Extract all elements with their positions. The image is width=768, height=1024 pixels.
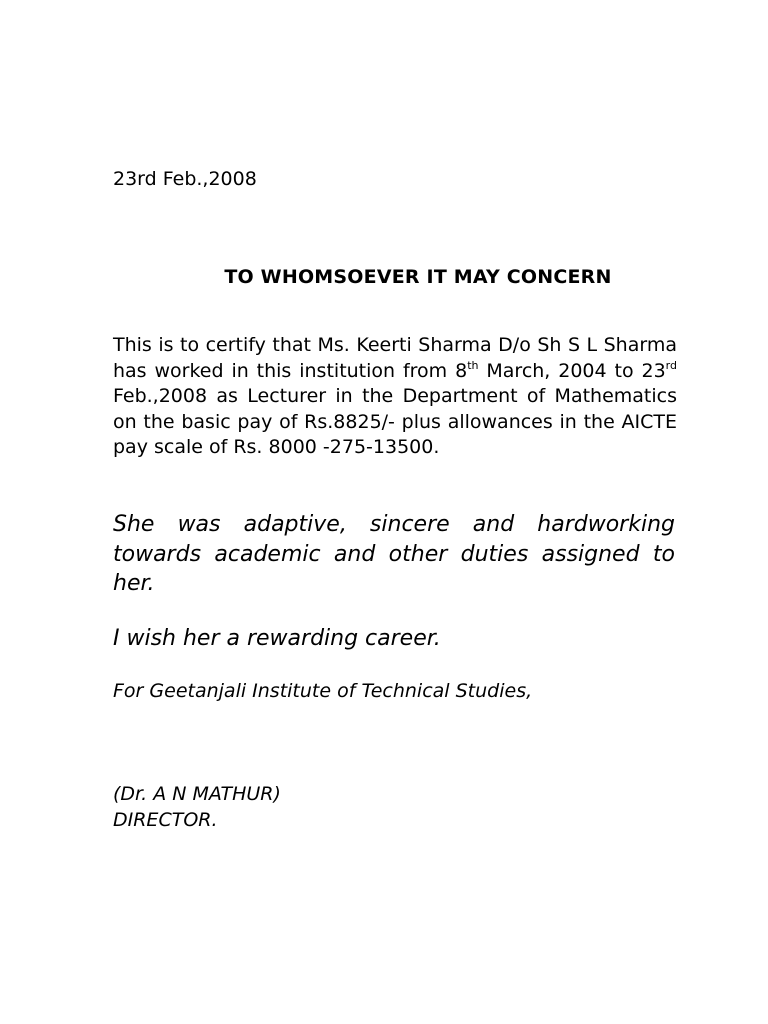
institution-line: For Geetanjali Institute of Technical Studies,	[113, 680, 533, 702]
letter-date: 23rd Feb.,2008	[113, 168, 257, 190]
signatory-name: (Dr. A N MATHUR)	[113, 783, 281, 805]
letter-heading: TO WHOMSOEVER IT MAY CONCERN	[224, 266, 612, 288]
body-text-part-2: March, 2004 to 23	[478, 359, 666, 382]
signatory-title: DIRECTOR.	[113, 809, 218, 831]
wish-line: I wish her a rewarding career.	[113, 626, 441, 651]
body-text-part-3: Feb.,2008 as Lecturer in the Department of Mathematics on the basic pay of Rs.8825/- plus allowances in the AICTE pay scale of Rs. 8000 -275-13500.	[113, 385, 677, 458]
body-text-part-1: This is to certify that Ms. Keerti Sharma D/o Sh S L Sharma has worked in this institution from 8	[113, 334, 677, 382]
certification-paragraph	[113, 333, 677, 461]
praise-paragraph: She was adaptive, sincere and hardworking towards academic and other duties assigned to her.	[113, 512, 675, 596]
ordinal-suffix-rd: rd	[665, 358, 677, 372]
ordinal-suffix-th: th	[467, 358, 479, 372]
